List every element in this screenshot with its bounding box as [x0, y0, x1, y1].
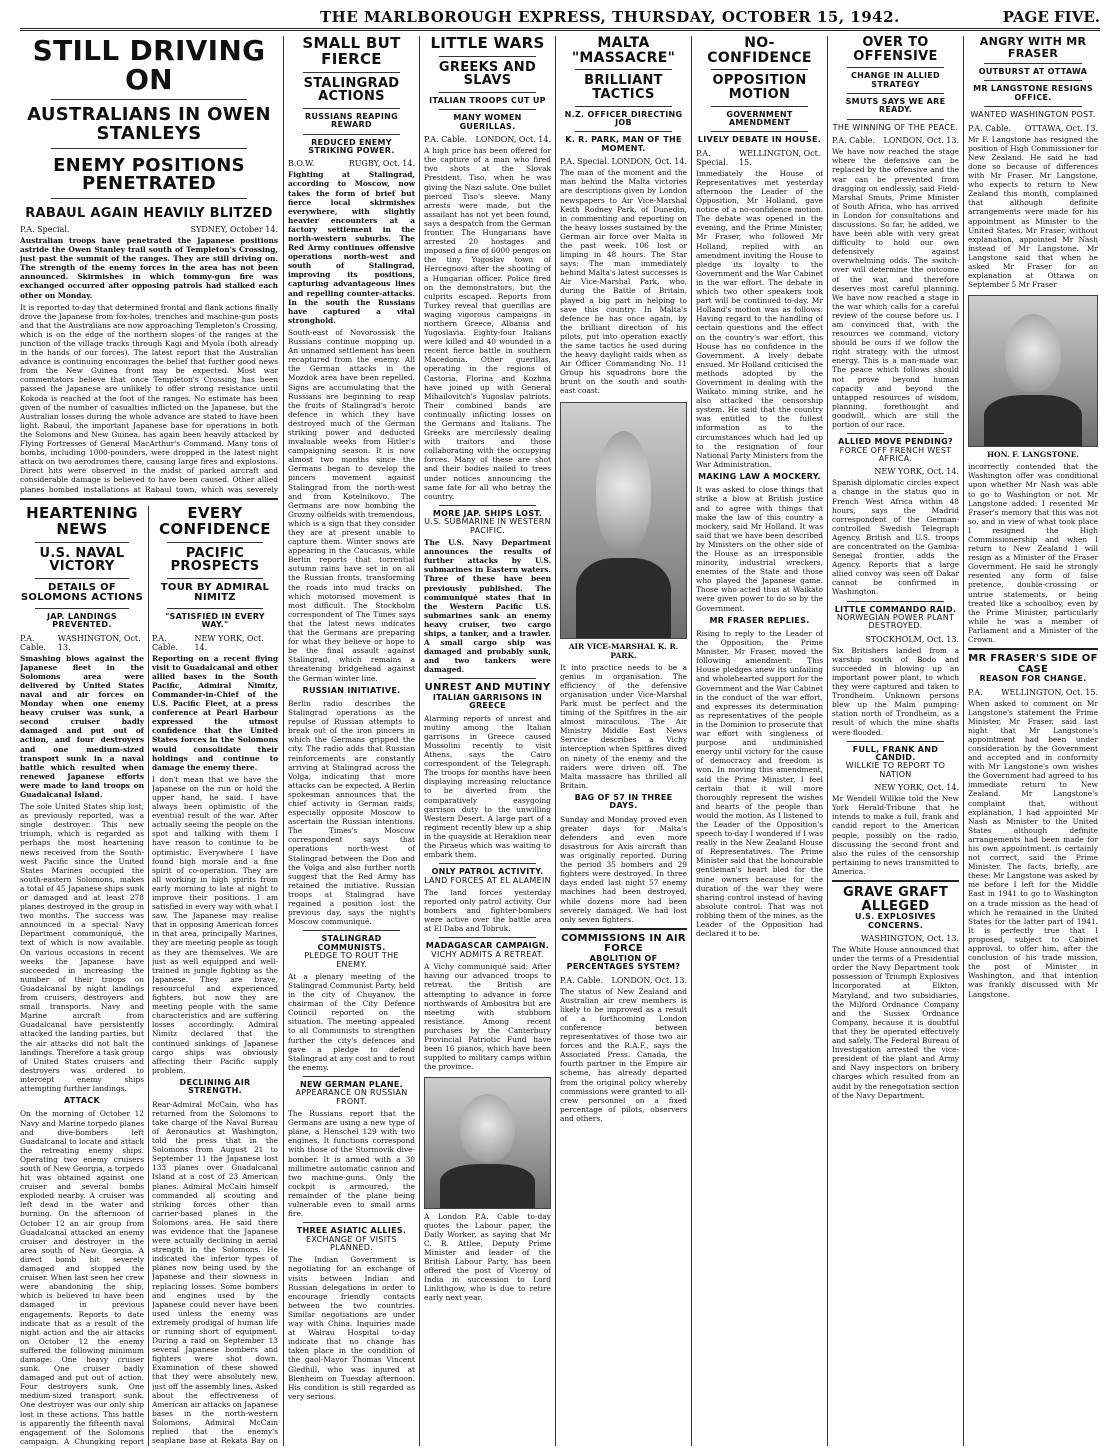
- lead-story: [20, 36, 278, 494]
- lead-subhead: AUSTRALIANS IN OWEN STANLEYS: [27, 103, 271, 144]
- noconf-body-2: It was asked to close things that strike a blow at British justice and to agree with things that make the law of this country a mockery, said Mr Holland. It was said that we have been described by Ministers on the other side of the House as an irresponsible minority, industrial wreckers, enemies of the State and those who played the Japanese game. Those who acted thus at Waikato were given power to do so by the Government.: [696, 485, 823, 613]
- malta-dateline-2: LONDON, Oct. 13.: [611, 975, 687, 985]
- masthead: [20, 6, 1100, 31]
- small-subhead-visits: EXCHANGE OF VISITS PLANNED.: [306, 1234, 397, 1252]
- small-body-5: The Indian Government is negotiating for an exchange of visits between Indian and Russian delegations in order to encourage friendly contacts between the two countries. Similar negotiations are under way with China. Inquiries made at Walrau Hospital to-day indicate that no change has taken place in the condition of the gaol-Mayor Thomas Vincent Gledhill, who was injured at Blenheim on Tuesday afternoon. His condition is still regarded as very serious.: [288, 1255, 415, 1401]
- offensive-body-2: Spanish diplomatic circles expect a change in the status quo in French West Africa within 48 hours, says the Madrid correspondent of the German-controlled Swedish Telegraph Agency. British and U.S. troops are concentrated on the Gambia-Senegal frontier, adds the Agency. Reports that a large allied convoy was seen off Dakar cannot be confirmed in Washington.: [832, 478, 959, 597]
- offensive-headline: OVER TO OFFENSIVE: [853, 36, 938, 64]
- offensive-subhead-3: THE WINNING OF THE PEACE.: [832, 122, 959, 132]
- malta-subhead-2: N.Z. OFFICER DIRECTING JOB: [564, 109, 683, 128]
- every-body-2: Rear-Admiral McCain, who has returned from the Solomons to take charge of the Naval Bureau of Aeronautics at Washington, told the press that in the Solomons from August 21 to September 11 the Japanese lost 133 planes over Guadalcanal Island at a cost of 23 American planes. Admiral McCain himself commanded all scouting and striking forces other than carrier-based planes in the Solomons area. He said there was evidence that the Japanese were actually declining in aerial strength in the Solomons. He indicated the inferior types of planes now being used by the Japanese and their slowness in replacing losses. Some bombers and engines used by the Japanese could never have been used unless the enemy was extremely prodigal of human life or running short of equipment. During a raid on September 13 several Japanese bombers and fighters were shot down. Examination of these showed that they were absolutely new, just off the assembly lines. Asked about the effectiveness of American air attacks on Japanese bases in the north-western Solomons, Admiral McCain replied that the enemy's seaplane base at Rekata Bay on: [152, 1099, 278, 1446]
- malta-body: The man of the moment and the man behind the Malta victories are descriptions given by London newspapers to Air Vice-Marshal Keith Rodney Park, of Dunedin, in commenting and reporting on the heavy losses sustained by the German air force over Malta in the past week. 106 lost or limping in 48 hours. The Star says: The man immediately behind Malta's latest successes is Air Vice-Marshal Park, who, during the Battle of Britain, played a big part in helping to save this country. In Malta's defence he has once again, by the brilliant direction of his pilots, put into operation exactly the same tactics he used during the heavy daylight raids when as Air Officer Commanding No. 11 Group his squadrons bore the brunt on the south and south-east coast.: [560, 168, 687, 396]
- offensive-body-3: Six Britishers landed from a warship south of Bodo and succeeded in blowing up an important power plant, to which they were captured and taken to Trondheim. Unknown persons blew up the Malm pumping-station north of Trondheim, as a result of which the mine shafts were flooded.: [832, 645, 959, 737]
- every-subhead-3: "SATISFIED IN EVERY WAY.": [165, 611, 265, 630]
- little-dateline: LONDON, Oct. 14.: [475, 135, 551, 145]
- offensive-subhead-graft: GRAVE GRAFT ALLEGED: [842, 885, 949, 914]
- offensive-body-5: The White House announced that under the terms of a Presidential order the Navy Department took possession of Triumph Explosives Incorporated at Elkton, Maryland, and two subsidiaries, the Milford Ordnance Company and the Sussex Ordnance Company, because it is doubtful that they be operated effectively and safely. The Federal Bureau of Investigation arrested the vice-president of the plant and Army and Navy inspectors on bribery charges which resulted from an audit by the renegotiation section of the Navy Department.: [832, 945, 959, 1100]
- little-subhead-unrest: UNREST AND MUTINY: [424, 682, 551, 694]
- offensive-source: P.A. Cable.: [832, 136, 876, 146]
- offensive-subhead-commando: LITTLE COMMANDO RAID.: [834, 604, 957, 614]
- heartening-intro: Smashing blows against the Japanese fleet in the Solomons area were delivered by United States naval and air forces on Monday when one enemy heavy cruiser was sunk, a second cruiser badly damaged and put out of action, and four destroyers and one medium-sized transport sunk in a naval battle which resulted when renewed Japanese efforts were made to land troops on Guadalcanal Island.: [20, 653, 144, 799]
- offensive-body-4: Mr Wendell Willkie told the New York Herald-Tribune that he intends to make a full, frank and candid report to the American people, possibly on the radio, discussing the second front and also the rules of the censorship pertaining to news transmitted to America.: [832, 794, 959, 876]
- heartening-dateline: WASHINGTON, Oct. 13.: [57, 633, 141, 652]
- small-but-fierce-story: [288, 36, 415, 1446]
- little-subhead-madagascar: MADAGASCAR CAMPAIGN.: [425, 941, 550, 951]
- attlee-photo: [424, 1077, 551, 1209]
- small-subhead-russian: RUSSIAN INITIATIVE.: [302, 685, 401, 695]
- every-dateline: NEW YORK, Oct. 14.: [194, 633, 264, 652]
- small-subhead-2: RUSSIANS REAPING REWARD: [305, 111, 398, 130]
- offensive-dateline-4: NEW YORK, Oct. 14.: [874, 783, 959, 793]
- angry-subhead-3: WANTED WASHINGTON POST.: [970, 110, 1096, 120]
- every-confidence-story: [152, 506, 278, 1446]
- heartening-body: The sole United States ship lost, as previously reported, was a single destroyer. This new triumph, which is regarded as perhaps the most heartening news received from the South-west Pacific since the United States Marines occupied the south-eastern Solomons, makes a total of 45 Japanese ships sunk or damaged and at least 278 planes destroyed in the group in two months. The success was announced in a special Navy Department communiqué, the text of which is now available. On various occasions in recent weeks the Japanese have succeeded in increasing the number of their troops on Guadalcanal by night landings from cruisers, destroyers and small transports. Navy and Marine aircraft from Guadalcanal have persistently attacked the landing parties, but the air attacks did not halt the landings. Therefore a task group of United States cruisers and destroyers was ordered to intercept enemy ships attempting further landings.: [20, 802, 144, 1093]
- offensive-story: [832, 36, 959, 1446]
- heartening-body-2: On the morning of October 12 Navy and Marine torpedo planes and dive-bombers left Guadalcanal to locate and attack the retreating enemy ships. Operating two enemy cruisers south of New Georgia, a torpedo hit was obtained against one cruiser and several bombs exploded nearby. A cruiser was left dead in the water and burning. On the afternoon of October 12 an air group from Guadalcanal attacked an enemy cruiser and destroyer in the area south of New Georgia. A direct bomb hit severely damaged and stopped the cruiser. When last seen her crew were abandoning the ship, which is believed to have been damaged in previous engagements. Reports to date indicate that as a result of the night action and the air attacks on October 12 the enemy suffered the following minimum damage: One heavy cruiser sunk. One cruiser badly damaged and put out of action. Four destroyers sunk. One medium-sized transport sunk. One destroyer was our only ship lost in these actions. This battle is apparently the fifteenth naval engagement of the Solomons campaign. A Chungking report: [20, 1109, 144, 1446]
- little-subhead-patrol: ONLY PATROL ACTIVITY.: [431, 867, 544, 877]
- little-body-3: Alarming reports of unrest and mutiny among the Italian garrisons in Greece caused Mussolini recently to visit Athens, says the Cairo correspondent of the Telegraph. The troops for months have been displaying increasing reluctance to be diverted from the comparatively easygoing garrison duty to the unwilling Western Desert. A large part of a regiment recently blew up a ship in the quayside at Heraklion near the Piraeus which was waiting to embark them.: [424, 713, 551, 860]
- little-subhead-ships: MORE JAP. SHIPS LOST.: [432, 508, 543, 518]
- small-subhead-communists: STALINGRAD COMMUNISTS.: [317, 934, 386, 952]
- malta-subhead-commissions: COMMISSIONS IN AIR FORCE: [561, 932, 686, 955]
- angry-body-2: incorrectly contended that the Washington offer was conditional upon whether Mr Nash was able to go to Washington or not. Mr Langstone added: I resented Mr Fraser's memory that this was not so, and in view of what took place I resigned the High Commissionership and when I return to New Zealand I will resign as a Minister of the Fraser Government. He said he strongly resented any form of false pretence, double-crossing or untrue statements, or being treated like a schoolboy, even by the Prime Minister, particularly while he was a member of Parliament and a Minister of the Crown.: [968, 462, 1098, 645]
- every-subhead-2: TOUR BY ADMIRAL NIMITZ: [160, 581, 270, 604]
- malta-subhead-percentages: ABOLITION OF PERCENTAGES SYSTEM?: [566, 953, 681, 972]
- little-subhead-2: ITALIAN TROOPS CUT UP: [429, 96, 546, 106]
- small-body: South-east of Novorossisk the Russians continue mopping up. An unnamed settlement has been recaptured from the enemy. All the German attacks in the Mozdok area have been repelled. Signs are accumulating that the Russians are beginning to reap the fruits of Stalingrad's heroic defence in which they have destroyed much of the German striking power and deducted invaluable weeks from Hitler's campaigning season. It is now almost two months since the Germans began to develop the pincers movement against Stalingrad from the north-west and from Kotelnikovo. The Germans are now bombing the Grozny oilfields with tremendous, which is a sign that they consider they are at present unable to capture them. Winter snows are appearing in the Caucasus, while Berlin reports that torrential autumn rains have set in on all the Russian fronts, transforming the roads into mud tracks on which motorised movement is most difficult. The Stockholm correspondent of The Times says that the latest news indicates that the Germans are preparing for what they believe or hope to be the final assault against Stalingrad, which remains a threatening bridgehead against the German winter line.: [288, 327, 415, 683]
- little-body-2: The U.S. Navy Department announces the results of further attacks by U.S. submarines in Eastern waters. Three of these have been previously published. The communiqué states that in the Western Pacific U.S. submarines sank an enemy heavy cruiser, two cargo ships, a tanker, and a trawler. A small cargo ship was damaged and probably sunk, and two tankers were damaged.: [424, 538, 551, 675]
- angry-headline: ANGRY WITH MR FRASER: [979, 36, 1087, 60]
- lead-source: P.A. Special.: [20, 224, 70, 234]
- every-headline: EVERY CONFIDENCE: [159, 506, 271, 538]
- malta-story: [560, 36, 687, 1446]
- lead-subhead-3: RABAUL AGAIN HEAVILY BLITZED: [25, 206, 273, 222]
- heartening-subhead-3: JAP. LANDINGS PREVENTED.: [47, 611, 117, 630]
- lead-body: It is reported to-day that determined frontal and flank actions finally drove the Japanese from fox-holes, trenches and machine-gun posts and that the Australians are now approaching Templeton's Crossing, which is on the edge of the northern slopes of the ranges at the junction of the village tracks through Kagi and Myola (both already in the hands of our forces). The latest report that the Australian advance is continuing encourages the belief that further good news from the New Guinea front may be expected. Most war commentators believe that once Templeton's Crossing has been passed the Japanese are unlikely to offer strong resistance until Kokoda is reached at the foot of the ranges. No estimate has been given of the number of casualties inflicted on the Japanese, but the Australian losses during the whole advance are stated to have been light. Rabaul, the important Japanese base for operations in both the Solomons and New Guinea, has again been heavily attacked by Flying Fortresses of General MacArthur's Command. Many tons of bombs, including 1000-pounders, were dropped in the latest night attack on two aerodromes there, causing large fires and explosions. Direct hits were observed in the midst of parked aircraft and considerable damage is believed to have been caused. Other allied planes bombed installations at Rabaul town, which was severely: [20, 302, 278, 494]
- offensive-dateline-3: STOCKHOLM, Oct. 13.: [865, 634, 959, 644]
- park-photo: [560, 402, 687, 639]
- noconf-headline: NO-CONFIDENCE: [707, 36, 812, 66]
- little-subhead-vichy: VICHY ADMITS A RETREAT.: [431, 949, 544, 959]
- lead-dateline: SYDNEY, October 14.: [190, 224, 278, 234]
- malta-body-2: It into practice needs to be a genius in organisation. The efficiency of the defensive organisation under Vice-Marshal Park must be perfect and the timing of the Spitfires in the air almost miraculous. The Air Ministry Middle East News Service describes a Vichy interception when Spitfires dived on ninety of the enemy and the raiders were driven off. The Malta massacre has thrilled all Britain.: [560, 662, 687, 790]
- small-subhead: STALINGRAD ACTIONS: [303, 75, 400, 105]
- angry-source: P.A. Cable.: [968, 123, 1012, 133]
- little-subhead-3: MANY WOMEN GUERILLAS.: [453, 113, 522, 131]
- heartening-story: [20, 506, 144, 1446]
- little-source: P.A. Cable.: [424, 135, 468, 145]
- no-confidence-story: [696, 36, 823, 1446]
- every-intro: Reporting on a recent flying visit to Guadalcanal and other allied bases in the South Pacific, Admiral Nimitz, Commander-in-Chief of the U.S. Pacific Fleet, at a press conference at Pearl Harbour expressed the utmost confidence that the United States forces in the Solomons would consolidate their holdings and continue to damage the enemy there.: [152, 653, 278, 772]
- small-subhead-appearance: APPEARANCE ON RUSSIAN FRONT.: [295, 1088, 408, 1106]
- heartening-subhead-attack: ATTACK: [63, 1096, 101, 1106]
- little-wars-story: [424, 36, 551, 1446]
- angry-story: [968, 36, 1098, 1446]
- offensive-subhead-explosives: U.S. EXPLOSIVES CONCERNS.: [855, 912, 936, 930]
- masthead-title: THE MARLBOROUGH EXPRESS, THURSDAY, OCTOBER 15, 1942.: [320, 8, 900, 26]
- offensive-dateline-2: NEW YORK, Oct. 14.: [874, 467, 959, 477]
- offensive-body: We have now reached the stage where the defensive can be replaced by the offensive and the war can be prevented from dragging on endlessly, said Field-Marshal Smuts, Prime Minister of South Africa, who has arrived in London for consultations and discussions. So far, he added, we have been able with very great difficulty to hold our own defensively against overwhelming odds. The switch-over will determine the outcome of the war, and therefore deserves most careful planning. We have now reached a stage in the war which calls for a careful review of the course before us. I am convinced that, with the resources we command, victory should be ours if we follow the right strategy with the utmost energy. This is a man-made war. The peace which follows should not prove beyond human capacity and beyond the untapped resources of wisdom, planning, forethought and goodwill, which are still the portion of our race.: [832, 147, 959, 430]
- offensive-dateline-5: WASHINGTON, Oct. 13.: [860, 934, 959, 944]
- malta-source-2: P.A. Cable.: [560, 975, 604, 985]
- park-caption: AIR VICE-MARSHAL K. R. PARK.: [568, 641, 679, 660]
- noconf-subhead-mockery: MAKING LAW A MOCKERY.: [698, 471, 821, 481]
- little-headline: LITTLE WARS: [430, 36, 545, 52]
- lead-subhead-2: ENEMY POSITIONS PENETRATED: [53, 154, 245, 195]
- heartening-headline: HEARTENING NEWS: [26, 506, 138, 538]
- malta-body-3: Sunday and Monday proved even greater days for Malta's defenders and even more disastrous for Axis aircraft than was originally reported. During the period 35 bombers and 29 fighters were destroyed. In three days ended last night 57 enemy machines had been destroyed, while dozens more had been severely damaged. We had lost only seven fighters.: [560, 814, 687, 924]
- small-subhead-asiatic: THREE ASIATIC ALLIES.: [296, 1226, 407, 1236]
- little-subhead: GREEKS AND SLAVS: [438, 59, 537, 89]
- offensive-subhead-norwegian: NORWEGIAN POWER PLANT DESTROYED.: [836, 612, 955, 631]
- angry-subhead: OUTBURST AT OTTAWA: [978, 67, 1088, 77]
- angry-dateline-2: WELLINGTON, Oct. 15.: [1001, 687, 1098, 697]
- small-body-3: At a plenary meeting of the Stalingrad Communist Party, held in the city of Chuyanov, the chairman of the City Defence Council reported on the situation. The meeting appealed to all Communists to strengthen further the city's defences and gave a pledge to defend Stalingrad at any cost and to rout the enemy.: [288, 971, 415, 1072]
- heartening-subhead-2: DETAILS OF SOLOMONS ACTIONS: [20, 581, 144, 604]
- little-body-5: A Vichy communiqué said: After having our advanced troops to retreat, the British are attempting to advance in force northwards of Ambositra but are meeting with stubborn resistance. Among recent purchases by the Canterbury Provincial Patriotic Fund have been 16 pianos, which have been supplied to military camps within the province.: [424, 962, 551, 1072]
- angry-body: Mr F. Langstone has resigned the position of High Commissioner for New Zealand. He said he had done so because of differences with Mr Fraser. Mr Langstone, who expects to return to New Zealand this month, complained that although definite arrangements were made for his appointment as Minister to the United States, Mr Fraser, without explanation, appointed Mr Nash instead of Mr Langstone. Mr Langstone said that when he asked Mr Fraser for an explanation at Ottawa on September 5 Mr Fraser: [968, 134, 1098, 290]
- small-source: B.O.W.: [288, 159, 315, 169]
- noconf-subhead-3: LIVELY DEBATE IN HOUSE.: [697, 135, 822, 145]
- small-subhead-plane: NEW GERMAN PLANE.: [299, 1079, 404, 1089]
- noconf-subhead-2: GOVERNMENT AMENDMENT: [726, 109, 793, 128]
- noconf-dateline: WELLINGTON, Oct. 15.: [738, 148, 821, 167]
- noconf-source: P.A. Special.: [696, 148, 729, 167]
- offensive-subhead-allied: ALLIED MOVE PENDING?: [838, 437, 953, 447]
- noconf-body-3: Rising to reply to the Leader of the Opposition, the Prime Minister, Mr Fraser, moved the following amendment: This House pledges anew its unfailing and wholehearted support for the Government and the War Cabinet in the conduct of the war effort, and expresses its determination as representatives of the people in the Dominion to prosecute that war effort with singleness of purpose and undiminished energy until victory for the cause of democracy and freedom is won. In moving this amendment, said the Prime Minister, I feel certain that it will more thoroughly represent the wishes and hearts of the people than would the motion. As I listened to the Leader of the Opposition's speech to-day I wondered if I was really in the New Zealand House of Representatives. The Prime Minister said that the honourable gentleman's heart bled for the mine owners because for the duration of the war they were sharing control instead of having absolute control. That was not robbing them of the mines, as the Leader of the Opposition had declared it to be.: [696, 629, 823, 939]
- offensive-subhead-willkie: WILLKIE TO REPORT TO NATION: [845, 761, 946, 779]
- angry-subhead-2: MR LANGSTONE RESIGNS OFFICE.: [973, 84, 1093, 102]
- malta-headline: MALTA "MASSACRE": [571, 36, 676, 66]
- offensive-subhead-2: SMUTS SAYS WE ARE READY.: [845, 97, 946, 115]
- malta-subhead-bag: BAG OF 57 IN THREE DAYS.: [574, 792, 673, 811]
- angry-body-3: When asked to comment on Mr Langstone's statement the Prime Minister, Mr Fraser, said last night that Mr Langstone's appointment had been under consideration by the Government and accepted and in conformity with Mr Langstone's own wishes the Government had agreed to his immediate return to New Zealand. Mr Langstone's complaint that, without explanation, I had appointed Mr Nash as Minister to the United States although definite arrangements had been made for his own appointment, is certainly not correct, said the Prime Minister. The facts, briefly, are these: Mr Langstone was asked by me before I left for the Middle East in 1941 to go to Washington on a trade mission as the head of which he remained in the United States for the latter part of 1941. It is perfectly true that I proposed, subject to Cabinet approval, to offer him, after the conclusion of his trade mission, the post of Minister in Washington, and that intention was frankly discussed with Mr Langstone.: [968, 698, 1098, 999]
- lead-headline: STILL DRIVING ON: [32, 36, 266, 97]
- small-body-2: Berlin radio describes the Stalingrad operations as the repulse of Russian attempts to break out of the iron pincers in which the Germans gripped the city. The radio adds that Russian reinforcements are constantly arriving at Stalingrad across the Volga, indicating that more attacks can be expected. A Berlin spokesman announces that the chief activity in German raids, especially opposite Moscow to ascertain the Russian intentions. The Times's Moscow correspondent says that operations north-west of Stalingrad between the Don and the Volga and also further north suggest that the Red Army has retained the initiative. Russian troops at Stalingrad have regained a position lost the previous day, says the night's Moscow communiqué.: [288, 698, 415, 927]
- malta-dateline: LONDON, Oct. 14.: [611, 157, 687, 167]
- malta-subhead-3: K. R. PARK, MAN OF THE MOMENT.: [565, 135, 682, 153]
- malta-body-4: The status of New Zealand and Australian air crew members is likely to be improved as a result of a forthcoming London conference between representatives of those two air forces and the R.A.F., says the Associated Press. Canada, the fourth partner in the Empire air scheme, has already departed from the original policy whereby commissions were granted to all-crew personnel on a fixed percentage of pilots, observers and others.: [560, 986, 687, 1123]
- attlee-caption: A London P.A. Cable to-day quotes the Labour paper, the Daily Worker, as saying that Mr C. R. Attlee, Deputy Prime Minister and leader of the British Labour Party, has been offered the post of Viceroy of India in succession to Lord Linlithgow, who is due to retire early next year.: [424, 1212, 551, 1303]
- offensive-subhead-africa: FORCE OFF FRENCH WEST AFRICA.: [839, 445, 952, 463]
- little-body-4: The land forces yesterday reported only patrol activity. Our bombers and fighter-bombers were active over the battle area at El Daba and Tobruk.: [424, 888, 551, 934]
- every-subhead-air: DECLINING AIR STRENGTH.: [179, 1077, 251, 1096]
- little-subhead-submarine: U.S. SUBMARINE IN WESTERN PACIFIC.: [424, 517, 551, 535]
- page-number: PAGE FIVE.: [1002, 8, 1100, 26]
- angry-subhead-fraser-side: MR FRASER'S SIDE OF CASE: [968, 653, 1098, 675]
- little-subhead-alamein: LAND FORCES AT EL ALAMEIN: [424, 875, 551, 885]
- small-dateline: RUGBY, Oct. 14.: [348, 159, 415, 169]
- every-source: P.A. Cable.: [152, 633, 178, 652]
- small-intro: Fighting at Stalingrad, according to Moscow, now takes the form of brief but fierce local skirmishes everywhere, with slightly heavier encounters at a factory settlement in the north-western suburbs. The Red Army continues offensive operations north-west and south of Stalingrad, improving its positions, capturing advantageous lines and repelling counter-attacks. In the south the Russians have captured a vital stronghold.: [288, 170, 415, 325]
- lead-intro: Australian troops have penetrated the Japanese positions astride the Owen Stanley trail south of Templeton's Crossing, just past the summit of the ranges. They are still driving on. The strength of the enemy forces in the area has not been announced. Skirmishes in which tommy-gun fire was exchanged occurred after opposing patrols had stalked each other on Monday.: [20, 235, 278, 300]
- noconf-subhead: OPPOSITION MOTION: [712, 73, 807, 103]
- noconf-subhead-fraser: MR FRASER REPLIES.: [709, 615, 810, 625]
- little-subhead-garrisons: ITALIAN GARRISONS IN GREECE: [432, 692, 543, 711]
- malta-source: P.A. Special.: [560, 157, 610, 167]
- offensive-subhead: CHANGE IN ALLIED STRATEGY: [851, 71, 940, 89]
- malta-subhead: BRILLIANT TACTICS: [584, 73, 663, 103]
- angry-source-2: P.A.: [968, 687, 983, 697]
- heartening-subhead: U.S. NAVAL VICTORY: [39, 545, 125, 575]
- small-body-4: The Russians report that the Germans are using a new type of plane, a Henschel 129 with two engines. It functions correspond with those of the Stormovik dive-bomber. It is armed with a 30 millimetre automatic cannon and two machine-guns. Only the cockpit is armoured, the remainder of the plane being vulnerable even to small arms fire.: [288, 1109, 415, 1219]
- langstone-caption: HON. F. LANGSTONE.: [986, 450, 1080, 460]
- noconf-body: Immediately the House of Representatives met yesterday afternoon the Leader of the Opposition, Mr Holland, gave notice of a no-confidence motion. The debate was opened in the evening, and the Prime Minister, Mr Fraser, who followed Mr Holland, replied with an amendment inviting the House to pledge its loyalty to the Government and the War Cabinet in the war effort. The debate in which two other speakers took part will be continued to-day. Mr Holland's motion was as follows: Having regard to the handling of certain questions and the effect on the country's war effort, this House has no confidence in the Government. A lively debate ensued. Mr Holland criticised the methods adopted by the Government in dealing with the Waikato mining strike, and he also attacked the censorship system. He said that the country was entitled to the fullest information as to the circumstances which had led up to the resignation of four National Party Ministers from the War Administration.: [696, 168, 823, 469]
- little-body: A high price has been offered for the capture of a man who fired two shots at the Slovak President, Tiso, when he was giving the Nazi salute. One bullet pierced Tiso's sleeve. Many arrests were made, but the assailant has not yet been found, says a despatch from the German frontier. The Hungarians have arrested 20 hostages and imposed a fine of 6000 pengos on the tiny Yugoslav town of Hercegnovi after the shooting of a Hungarian officer. Police fired on the demonstrators, but the culprits escaped. Reports from Turkey reveal that guerillas are waging vigorous campaigns in northern Greece, Albania and Yugoslavia. Eighty-four Italians were killed and 40 wounded in a recent fierce battle in southern Macedonia. Other guerillas, operating in the regions of Castoria, Florina and Kozhna have joined up with General Mihailovitch's Yugoslav patriots. Their combined bands are continually inflicting losses on the Germans and Italians. The Greeks are mercilessly dealing with traitors and those collaborating with the occupying forces. Many of these are shot and their bodies nailed to trees under notices announcing the same fate for all who betray the country.: [424, 146, 551, 501]
- offensive-subhead-frank: FULL, FRANK AND CANDID.: [852, 744, 939, 763]
- angry-dateline: OTTAWA, Oct. 13.: [1024, 123, 1098, 133]
- angry-subhead-reason: REASON FOR CHANGE.: [979, 674, 1087, 684]
- langstone-photo: [968, 295, 1098, 447]
- every-body: I don't mean that we have the Japanese on the run or hold the upper hand, he said. I have always been optimistic of the eventual result of the war. After actually seeing the people on the spot and talking with them I have reason to continue to be optimistic. Everywhere I have found high morale and a fine spirit of co-operation. They are all working in high spirits from early morning to late at night to improve their positions. I am satisfied in every way with what I saw. The Japanese may realise that in opposing American forces in that area, principally Marines, they are meeting people as tough as they are themselves. We are just as well equipped and well-trained in jungle fighting as the Japanese. They are brave, resourceful and experienced fighters, but now they are meeting people with the same characteristics and are suffering losses accordingly. Admiral Nimitz declared that the continued sinkings of Japanese cargo ships was obviously affecting their Pacific supply problem.: [152, 774, 278, 1075]
- every-subhead: PACIFIC PROSPECTS: [170, 545, 260, 575]
- small-subhead-3: REDUCED ENEMY STRIKING POWER.: [308, 137, 395, 155]
- small-subhead-pledge: PLEDGE TO ROUT THE ENEMY.: [304, 951, 399, 969]
- offensive-dateline: LONDON, Oct. 13.: [883, 136, 959, 146]
- heartening-source: P.A. Cable.: [20, 633, 46, 652]
- small-headline: SMALL BUT FIERCE: [302, 36, 401, 68]
